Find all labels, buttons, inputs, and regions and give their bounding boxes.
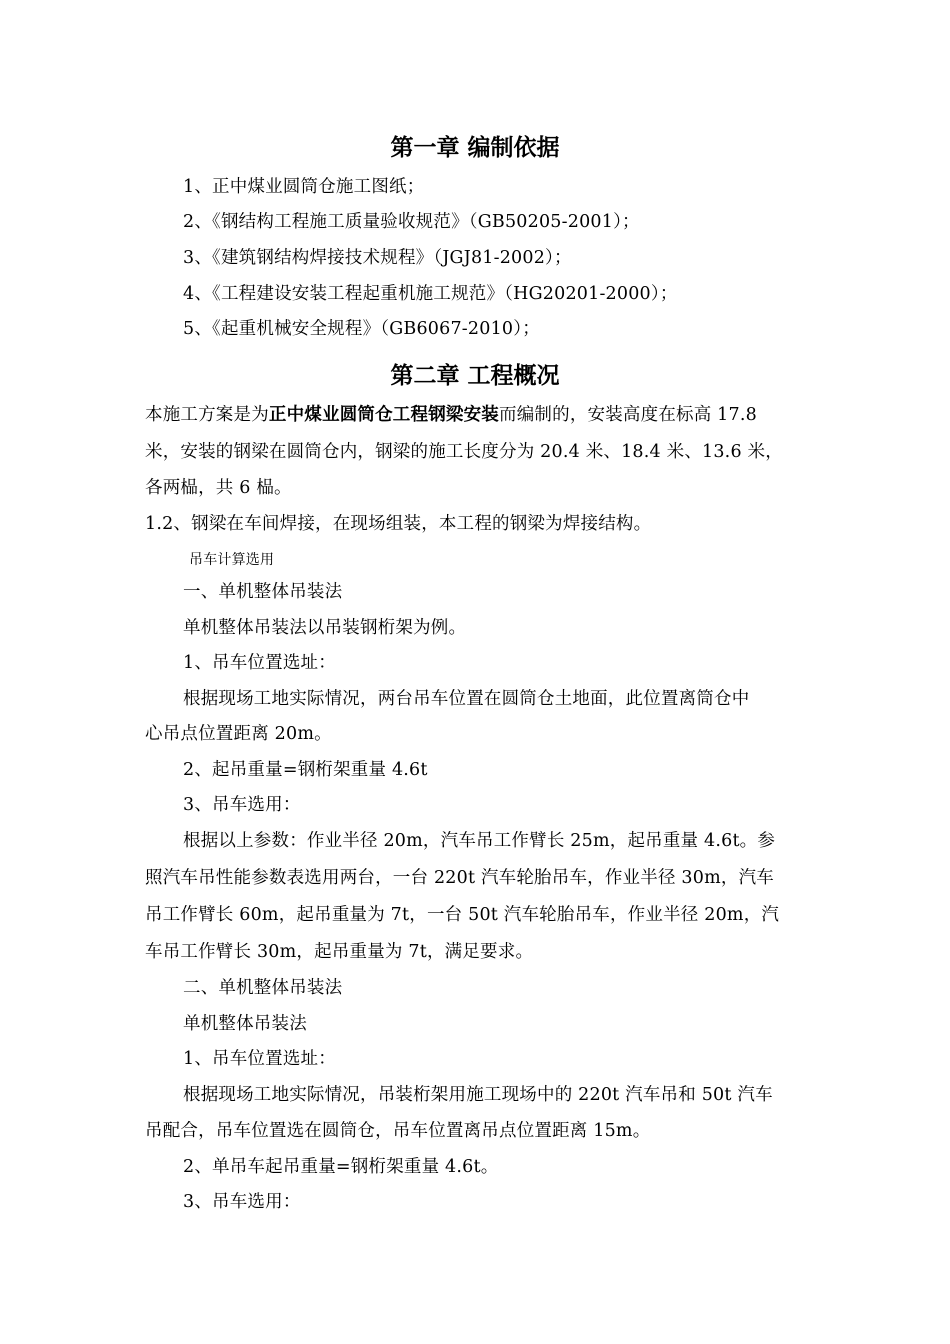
overview-paragraph-line-2: 米，安装的钢梁在圆筒仓内，钢梁的施工长度分为 20.4 米、18.4 米、13.6 米， [145,442,783,462]
method1-heading: 一、单机整体吊装法 [183,582,343,602]
method2-site-line-1: 根据现场工地实际情况，吊装桁架用施工现场中的 220t 汽车吊和 50t 汽车 [183,1085,773,1105]
method1-description: 单机整体吊装法以吊装钢桁架为例。 [183,618,467,638]
method1-site-title: 1、吊车位置选址： [183,653,336,673]
method2-heading: 二、单机整体吊装法 [183,978,343,998]
overview-prefix: 本施工方案是为 [145,405,269,425]
method2-site-title: 1、吊车位置选址： [183,1049,336,1069]
paragraph-1-2: 1.2、钢梁在车间焊接，在现场组装，本工程的钢梁为焊接结构。 [145,514,652,534]
overview-paragraph-line-1 [145,403,757,427]
reference-item-3: 3、《建筑钢结构焊接技术规程》（JGJ81-2002）； [183,248,572,268]
method2-description: 单机整体吊装法 [183,1014,307,1034]
reference-item-2: 2、《钢结构工程施工质量验收规范》（GB50205-2001）； [183,212,640,232]
chapter1-title: 第一章 编制依据 [390,135,560,161]
overview-paragraph-line-3: 各两榀，共 6 榀。 [145,478,292,498]
reference-item-1: 1、正中煤业圆筒仓施工图纸； [183,177,425,197]
overview-suffix: 而编制的，安装高度在标高 17.8 [499,405,757,425]
method1-select-title: 3、吊车选用： [183,795,301,815]
crane-calculation-heading: 吊车计算选用 [189,552,275,568]
method1-select-line-1: 根据以上参数：作业半径 20m，汽车吊工作臂长 25m，起吊重量 4.6t。参 [183,831,776,851]
method1-site-line-1: 根据现场工地实际情况，两台吊车位置在圆筒仓土地面，此位置离筒仓中 [183,689,750,709]
method2-select-title: 3、吊车选用： [183,1192,301,1212]
chapter2-title: 第二章 工程概况 [390,363,560,389]
reference-item-5: 5、《起重机械安全规程》（GB6067-2010）； [183,319,540,339]
method1-select-line-3: 吊工作臂长 60m，起吊重量为 7t，一台 50t 汽车轮胎吊车，作业半径 20m，汽 [145,905,780,925]
project-name: 正中煤业圆筒仓工程钢梁安装 [268,405,500,425]
method1-weight: 2、起吊重量=钢桁架重量 4.6t [183,760,428,780]
reference-item-4: 4、《工程建设安装工程起重机施工规范》（HG20201-2000）； [183,284,678,304]
method1-site-line-2: 心吊点位置距离 20m。 [145,724,332,744]
method1-select-line-2: 照汽车吊性能参数表选用两台，一台 220t 汽车轮胎吊车，作业半径 30m，汽车 [145,868,774,888]
method2-site-line-2: 吊配合，吊车位置选在圆筒仓，吊车位置离吊点位置距离 15m。 [145,1121,651,1141]
method2-weight: 2、单吊车起吊重量=钢桁架重量 4.6t。 [183,1157,499,1177]
method1-select-line-4: 车吊工作臂长 30m，起吊重量为 7t，满足要求。 [145,942,534,962]
